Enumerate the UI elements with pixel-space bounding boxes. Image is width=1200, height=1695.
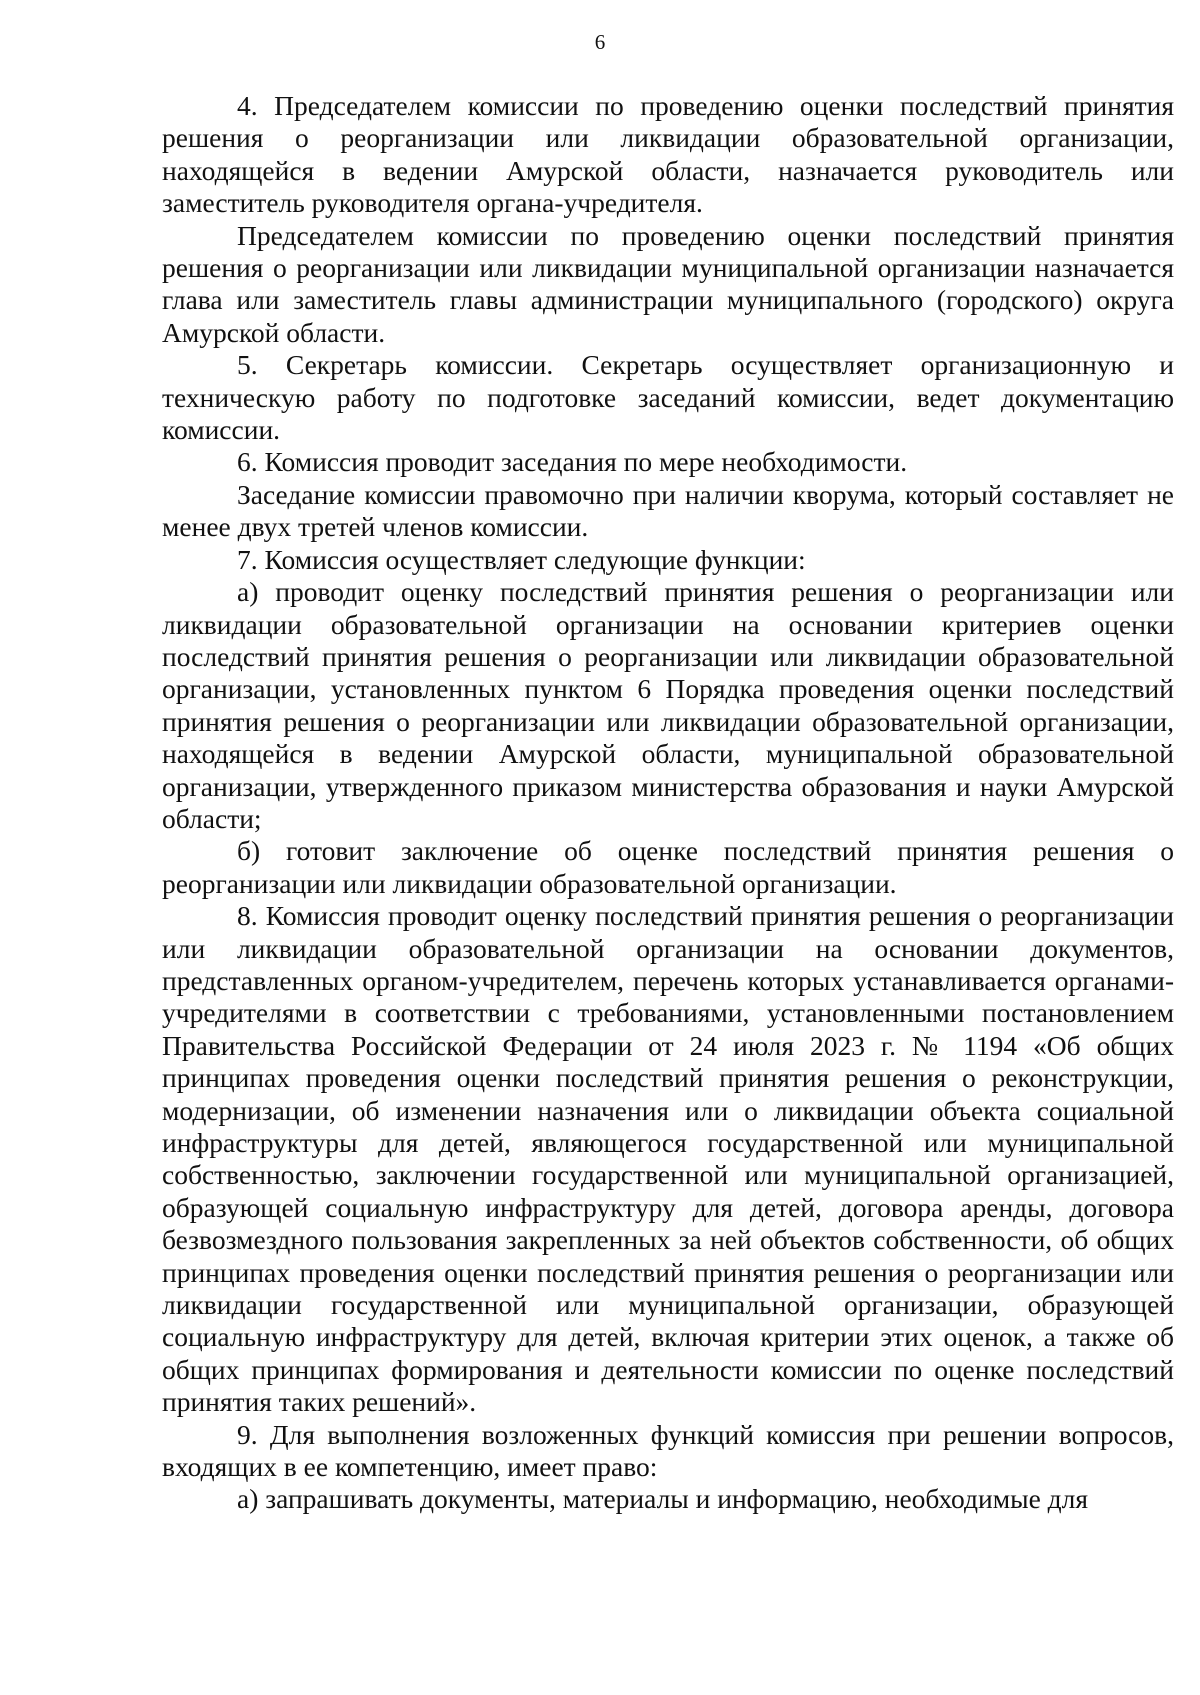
paragraph-9a: а) запрашивать документы, материалы и информацию, необходимые для <box>237 1483 1089 1515</box>
paragraph-6-quorum: Заседание комиссии правомочно при наличии кворума, который составляет не менее двух третей членов комиссии. <box>162 478 1174 543</box>
page-number: 6 <box>594 30 606 54</box>
paragraph-4-chairman: 4. Председателем комиссии по проведению оценки последствий принятия решения о реорганизации или ликвидации образовательной организации, находящейся в ведении Амурской области, назначается руководитель или заместитель руководителя органа-учредителя. <box>162 90 1174 219</box>
paragraph-7a: а) проводит оценку последствий принятия решения о реорганизации или ликвидации образовательной организации на основании критериев оценки последствий принятия решения о реорганизации или ликвидации образовательной организации, установленных пунктом 6 Порядка проведения оценки последствий принятия решения о реорганизации или ликвидации образовательной организации, находящейся в ведении Амурской области, муниципальной образовательной организации, утвержденного приказом министерства образования и науки Амурской области; <box>162 576 1174 834</box>
paragraph-9: 9. Для выполнения возложенных функций комиссия при решении вопросов, входящих в ее компетенцию, имеет право: <box>162 1418 1174 1483</box>
paragraph-4-municipal-chairman: Председателем комиссии по проведению оценки последствий принятия решения о реорганизации или ликвидации муниципальной организации назначается глава или заместитель главы администрации муниципального (городского) округа Амурской области. <box>162 219 1174 348</box>
document-body <box>162 90 1174 1516</box>
paragraph-6-meetings: 6. Комиссия проводит заседания по мере необходимости. <box>237 446 908 478</box>
paragraph-5-secretary: 5. Секретарь комиссии. Секретарь осуществляет организационную и техническую работу по подготовке заседаний комиссии, ведет документацию комиссии. <box>162 349 1174 446</box>
paragraph-8: 8. Комиссия проводит оценку последствий принятия решения о реорганизации или ликвидации образовательной организации на основании документов, представленных органом-учредителем, перечень которых устанавливается органами-учредителями в соответствии с требованиями, установленными постановлением Правительства Российской Федерации от 24 июля 2023 г. № 1194 «Об общих принципах проведения оценки последствий принятия решения о реконструкции, модернизации, об изменении назначения или о ликвидации объекта социальной инфраструктуры для детей, являющегося государственной или муниципальной собственностью, заключении государственной или муниципальной организацией, образующей социальную инфраструктуру для детей, договора аренды, договора безвозмездного пользования закрепленных за ней объектов собственности, об общих принципах проведения оценки последствий принятия решения о реорганизации или ликвидации государственной или муниципальной организации, образующей социальную инфраструктуру для детей, включая критерии этих оценок, а также об общих принципах формирования и деятельности комиссии по оценке последствий принятия таких решений». <box>162 900 1174 1418</box>
paragraph-7b: б) готовит заключение об оценке последствий принятия решения о реорганизации или ликвидации образовательной организации. <box>162 835 1174 899</box>
paragraph-7-functions: 7. Комиссия осуществляет следующие функции: <box>237 543 806 575</box>
